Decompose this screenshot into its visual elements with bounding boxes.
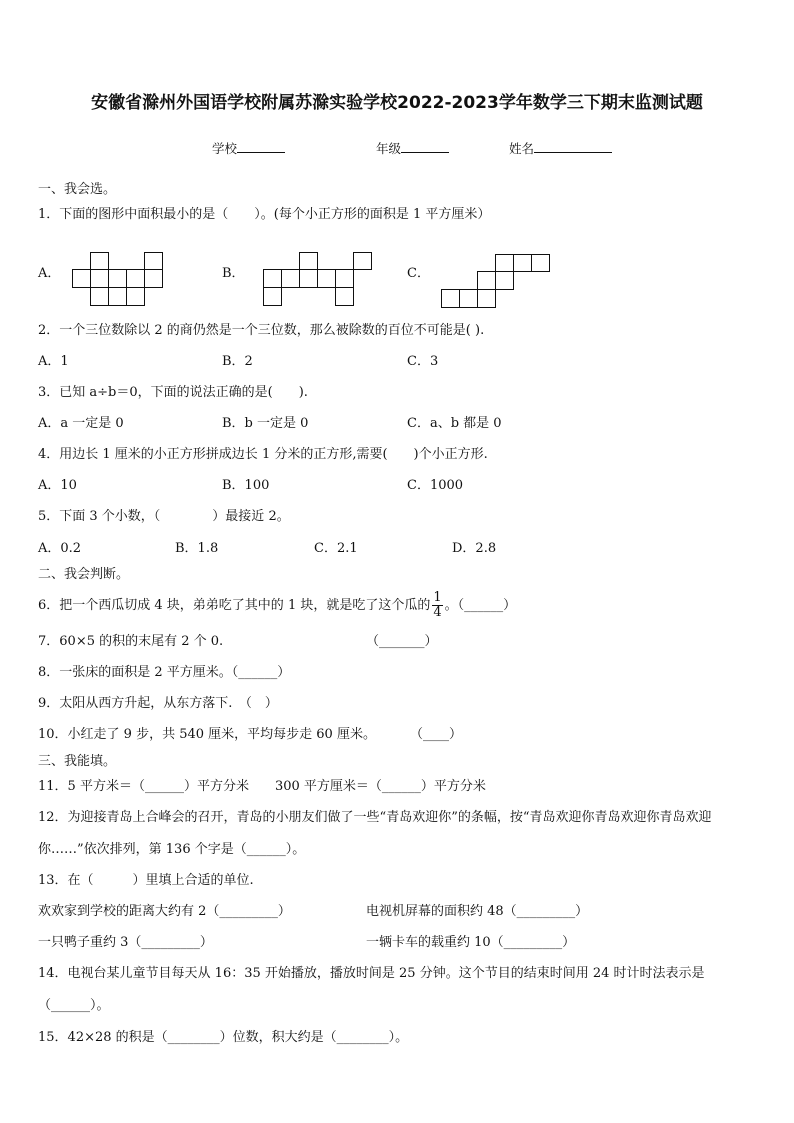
cell bbox=[478, 272, 496, 290]
q3-option-b: B．b 一定是 0 bbox=[222, 416, 309, 431]
cell bbox=[460, 290, 478, 308]
grade-blank[interactable] bbox=[401, 140, 449, 153]
page-title: 安徽省滁州外国语学校附属苏滁实验学校2022-2023学年数学三下期末监测试题 bbox=[91, 93, 703, 113]
question-15: 15．42×28 的积是（________）位数，积大约是（________）。 bbox=[38, 1030, 409, 1045]
cell bbox=[264, 270, 282, 288]
cell bbox=[478, 290, 496, 308]
cell bbox=[91, 253, 109, 270]
school-field bbox=[212, 139, 285, 157]
cell bbox=[354, 253, 372, 270]
cell bbox=[91, 270, 109, 288]
cell bbox=[109, 288, 127, 306]
q13-part-3: 一只鸭子重约 3（_________） bbox=[38, 935, 213, 950]
question-2: 2．一个三位数除以 2 的商仍然是一个三位数，那么被除数的百位不可能是( ). bbox=[38, 323, 485, 338]
cell bbox=[496, 255, 514, 272]
cell bbox=[532, 255, 550, 272]
name-field bbox=[509, 139, 612, 157]
q1-figure-c bbox=[441, 254, 551, 308]
grade-field bbox=[376, 139, 449, 157]
question-3: 3．已知 a÷b＝0，下面的说法正确的是( ). bbox=[38, 385, 308, 400]
q1-option-c-label: C． bbox=[407, 266, 430, 281]
cell bbox=[442, 290, 460, 308]
cell bbox=[145, 253, 163, 270]
q13-part-2: 电视机屏幕的面积约 48（_________） bbox=[366, 904, 589, 919]
question-5: 5．下面 3 个小数，（ ）最接近 2。 bbox=[38, 509, 290, 524]
question-14-line-2: （______）。 bbox=[38, 998, 110, 1013]
grade-label: 年级 bbox=[376, 141, 402, 156]
cell bbox=[300, 253, 318, 270]
q13-part-1: 欢欢家到学校的距离大约有 2（_________） bbox=[38, 904, 291, 919]
q7-blank[interactable]: （_______） bbox=[366, 634, 438, 649]
cell bbox=[336, 288, 354, 306]
question-12-line-1: 12．为迎接青岛上合峰会的召开，青岛的小朋友们做了一些“青岛欢迎你”的条幅，按“青岛欢迎你青岛欢迎你青岛欢迎 bbox=[38, 810, 712, 825]
section-heading-choice: 一、我会选。 bbox=[38, 182, 117, 197]
q6-text: 6．把一个西瓜切成 4 块，弟弟吃了其中的 1 块，就是吃了这个瓜的 bbox=[38, 598, 431, 613]
question-6 bbox=[38, 591, 516, 621]
cell bbox=[300, 270, 318, 288]
q2-option-b: B．2 bbox=[222, 354, 253, 369]
q10-blank[interactable]: （____） bbox=[410, 727, 463, 742]
q6-denominator: 4 bbox=[433, 605, 442, 620]
q1-option-a-label: A． bbox=[38, 266, 61, 281]
q5-option-d: D．2.8 bbox=[452, 541, 497, 556]
cell bbox=[282, 270, 300, 288]
question-11: 11．5 平方米＝（______）平方分米 300 平方厘米＝（______）平方分米 bbox=[38, 779, 486, 794]
cell bbox=[109, 270, 127, 288]
section-heading-fill: 三、我能填。 bbox=[38, 754, 117, 769]
cell bbox=[496, 272, 514, 290]
cell bbox=[145, 270, 163, 288]
question-4: 4．用边长 1 厘米的小正方形拼成边长 1 分米的正方形,需要( )个小正方形. bbox=[38, 447, 488, 462]
section-heading-judge: 二、我会判断。 bbox=[38, 567, 130, 582]
question-1: 1．下面的图形中面积最小的是（ ）。(每个小正方形的面积是 1 平方厘米） bbox=[38, 207, 491, 222]
q6-blank[interactable]: 。（______） bbox=[444, 598, 517, 613]
cell bbox=[514, 255, 532, 272]
q4-option-b: B．100 bbox=[222, 478, 270, 493]
q4-option-a: A．10 bbox=[38, 478, 77, 493]
q5-option-b: B．1.8 bbox=[175, 541, 219, 556]
cell bbox=[318, 270, 336, 288]
question-8: 8．一张床的面积是 2 平方厘米。（______） bbox=[38, 665, 291, 680]
name-label: 姓名 bbox=[509, 141, 535, 156]
question-12-line-2: 你……”依次排列，第 136 个字是（______）。 bbox=[38, 842, 306, 857]
cell bbox=[127, 288, 145, 306]
q5-option-c: C．2.1 bbox=[314, 541, 358, 556]
q2-option-a: A．1 bbox=[38, 354, 69, 369]
cell bbox=[336, 270, 354, 288]
q3-option-c: C．a、b 都是 0 bbox=[407, 416, 502, 431]
question-14-line-1: 14．电视台某儿童节目每天从 16：35 开始播放，播放时间是 25 分钟。这个节目的结束时间用 24 时计时法表示是 bbox=[38, 966, 705, 981]
q4-option-c: C．1000 bbox=[407, 478, 464, 493]
q6-numerator: 1 bbox=[433, 590, 442, 605]
q2-option-c: C．3 bbox=[407, 354, 439, 369]
school-label: 学校 bbox=[212, 141, 238, 156]
cell bbox=[73, 270, 91, 288]
cell bbox=[127, 270, 145, 288]
question-13: 13．在（ ）里填上合适的单位. bbox=[38, 873, 254, 888]
question-7: 7．60×5 的积的末尾有 2 个 0. bbox=[38, 634, 224, 649]
question-9: 9．太阳从西方升起，从东方落下. （ ） bbox=[38, 696, 278, 711]
question-10: 10．小红走了 9 步，共 540 厘米，平均每步走 60 厘米。 bbox=[38, 727, 376, 742]
name-blank[interactable] bbox=[534, 140, 612, 153]
cell bbox=[91, 288, 109, 306]
cell bbox=[264, 288, 282, 306]
q5-option-a: A．0.2 bbox=[38, 541, 82, 556]
q3-option-a: A．a 一定是 0 bbox=[38, 416, 124, 431]
q1-option-b-label: B． bbox=[222, 266, 245, 281]
q13-part-4: 一辆卡车的载重约 10（_________） bbox=[366, 935, 576, 950]
school-blank[interactable] bbox=[237, 140, 285, 153]
q1-figure-b bbox=[263, 252, 373, 306]
q6-fraction bbox=[432, 591, 442, 620]
q1-figure-a bbox=[72, 252, 164, 306]
